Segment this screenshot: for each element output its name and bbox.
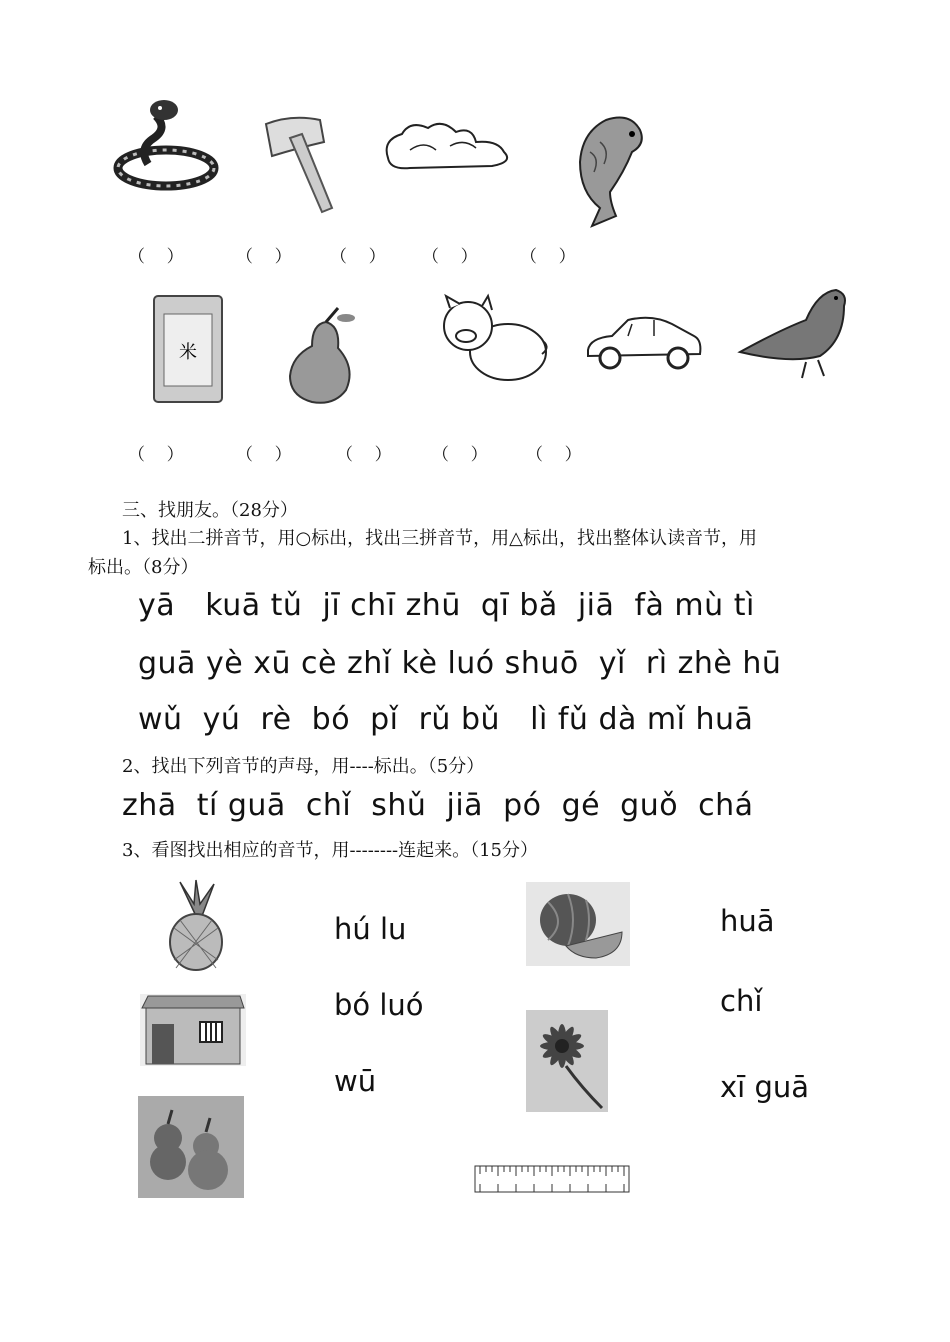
house-picture (140, 994, 246, 1066)
match-word-hua: huā (720, 904, 775, 938)
answer-paren-row1-4: （ ） (422, 247, 478, 267)
gourd-picture (138, 1096, 244, 1198)
match-word-hulu: hú lu (334, 912, 407, 946)
answer-paren-row2-4: （ ） (432, 445, 488, 465)
pinyin-row-2: guā yè xū cè zhǐ kè luó shuō yǐ rì zhè hū (138, 646, 782, 681)
svg-text:米: 米 (179, 342, 197, 363)
match-word-wu: wū (334, 1064, 377, 1098)
answer-paren-row2-1: （ ） (128, 445, 184, 465)
match-word-boluo: bó luó (334, 988, 424, 1022)
pig-picture (438, 296, 550, 388)
pigeon-picture (740, 286, 850, 380)
answer-paren-row2-5: （ ） (526, 445, 582, 465)
watermelon-picture (526, 882, 630, 966)
ruler-picture (474, 1164, 630, 1194)
fish-picture (570, 112, 650, 230)
pinyin-row-3: wǔ yú rè bó pǐ rǔ bǔ lì fǔ dà mǐ huā (138, 702, 754, 737)
answer-paren-row1-3: （ ） (330, 247, 386, 267)
question1-instruction-line2: 标出。（8分） (88, 557, 199, 578)
question2-pinyin-row: zhā tí guā chǐ shǔ jiā pó gé guǒ chá (122, 788, 754, 823)
cloud-picture (380, 116, 520, 186)
match-word-xigua: xī guā (720, 1070, 809, 1104)
match-word-chi: chǐ (720, 984, 763, 1018)
question2-instruction: 2、找出下列音节的声母，用----标出。（5分） (122, 756, 485, 777)
question3-instruction: 3、看图找出相应的音节，用--------连起来。（15分） (122, 840, 539, 861)
pinyin-row-1: yā kuā tǔ jī chī zhū qī bǎ jiā fà mù tì (138, 588, 755, 623)
car-picture (582, 310, 704, 376)
flower-picture (526, 1010, 608, 1112)
answer-paren-row1-2: （ ） (236, 247, 292, 267)
axe-picture (262, 112, 338, 218)
section-title: 三、找朋友。（28分） (122, 500, 298, 521)
pineapple-picture (160, 880, 232, 972)
pear-picture (286, 306, 362, 406)
snake-picture (108, 98, 218, 194)
rice-bag-picture (152, 294, 224, 404)
answer-paren-row1-1: （ ） (128, 247, 184, 267)
answer-paren-row1-5: （ ） (520, 247, 576, 267)
answer-paren-row2-3: （ ） (336, 445, 392, 465)
answer-paren-row2-2: （ ） (236, 445, 292, 465)
question1-instruction-line1: 1、找出二拼音节，用○标出，找出三拼音节，用△标出，找出整体认读音节，用 (122, 528, 757, 549)
